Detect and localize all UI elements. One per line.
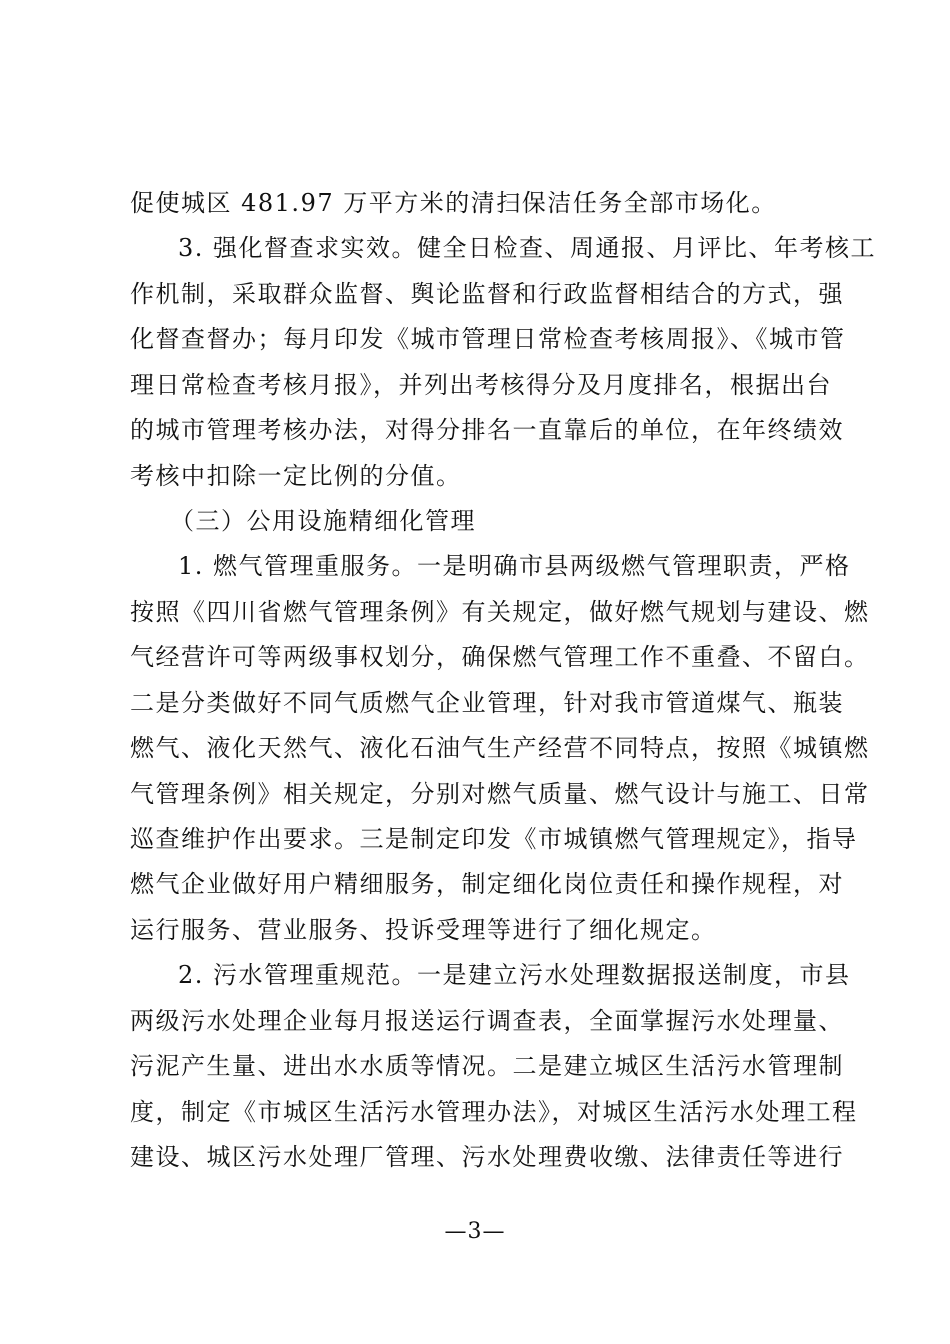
text-line: 作机制，采取群众监督、舆论监督和行政监督相结合的方式，强 bbox=[130, 280, 844, 308]
text-line: 运行服务、营业服务、投诉受理等进行了细化规定。 bbox=[130, 916, 717, 944]
text-line: 1. 燃气管理重服务。一是明确市县两级燃气管理职责，严格 bbox=[178, 552, 851, 580]
text-line: 度，制定《市城区生活污水管理办法》，对城区生活污水处理工程 bbox=[130, 1098, 858, 1126]
text-line: 巡查维护作出要求。三是制定印发《市城镇燃气管理规定》，指导 bbox=[130, 825, 858, 853]
text-line: 促使城区 481.97 万平方米的清扫保洁任务全部市场化。 bbox=[130, 189, 777, 217]
section-heading: （三）公用设施精细化管理 bbox=[170, 507, 476, 535]
text-line: 理日常检查考核月报》，并列出考核得分及月度排名，根据出台 bbox=[130, 371, 832, 399]
text-line: 气经营许可等两级事权划分，确保燃气管理工作不重叠、不留白。 bbox=[130, 643, 870, 671]
text-line: 2. 污水管理重规范。一是建立污水处理数据报送制度，市县 bbox=[178, 961, 851, 989]
text-line: 3. 强化督查求实效。健全日检查、周通报、月评比、年考核工 bbox=[178, 234, 877, 262]
text-line: 燃气、液化天然气、液化石油气生产经营不同特点，按照《城镇燃 bbox=[130, 734, 870, 762]
text-line: 考核中扣除一定比例的分值。 bbox=[130, 462, 462, 490]
text-line: 化督查督办；每月印发《城市管理日常检查考核周报》、《城市管 bbox=[130, 325, 846, 353]
page-number: —3— bbox=[444, 1219, 506, 1244]
text-line: 两级污水处理企业每月报送运行调查表，全面掌握污水处理量、 bbox=[130, 1007, 844, 1035]
text-line: 燃气企业做好用户精细服务，制定细化岗位责任和操作规程，对 bbox=[130, 870, 844, 898]
text-line: 气管理条例》相关规定，分别对燃气质量、燃气设计与施工、日常 bbox=[130, 780, 870, 808]
text-line: 按照《四川省燃气管理条例》有关规定，做好燃气规划与建设、燃 bbox=[130, 598, 870, 626]
text-line: 的城市管理考核办法，对得分排名一直靠后的单位，在年终绩效 bbox=[130, 416, 844, 444]
text-line: 二是分类做好不同气质燃气企业管理，针对我市管道煤气、瓶装 bbox=[130, 689, 844, 717]
text-line: 污泥产生量、进出水水质等情况。二是建立城区生活污水管理制 bbox=[130, 1052, 844, 1080]
text-line: 建设、城区污水处理厂管理、污水处理费收缴、法律责任等进行 bbox=[130, 1143, 844, 1171]
